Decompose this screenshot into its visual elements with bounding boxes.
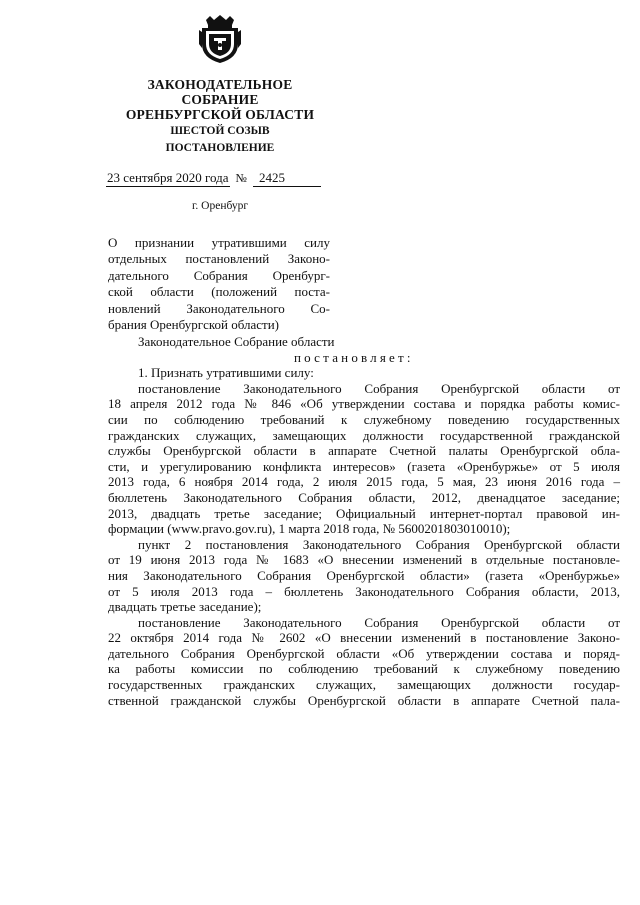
text-line: 2013, двадцать третье заседание; Официальный интернет-портал правовой ин- bbox=[108, 505, 620, 521]
item-1-heading: 1. Признать утратившими силу: bbox=[138, 365, 314, 381]
paragraph-2 bbox=[108, 537, 620, 615]
decree-word: постановляет: bbox=[294, 349, 414, 365]
document-number: 2425 bbox=[253, 170, 321, 187]
text-line: дательного Собрания Оренбургской области «Об утверждении состава и поряд- bbox=[108, 645, 620, 661]
text-line: 22 октября 2014 года № 2602 «О внесении изменений в постановление Законо- bbox=[108, 630, 620, 646]
city-label: г. Оренбург bbox=[192, 200, 249, 212]
text-line: службы Оренбургской области в аппарате Счетной палаты Оренбургской обла- bbox=[108, 443, 620, 459]
title-line: брания Оренбургской области) bbox=[108, 317, 280, 333]
title-line: отдельных постановлений Законо- bbox=[108, 251, 330, 267]
title-line: О признании утратившими силу bbox=[108, 235, 330, 250]
org-name-line1: ЗАКОНОДАТЕЛЬНОЕ bbox=[147, 77, 293, 92]
text-line: формации (www.pravo.gov.ru), 1 марта 2018 года, № 5600201803010010); bbox=[108, 521, 511, 537]
org-name-line2: СОБРАНИЕ bbox=[181, 92, 259, 107]
text-line: гражданских служащих, замещающих должности государственной гражданской bbox=[108, 427, 620, 443]
text-line: от 19 июня 2013 года № 1683 «О внесении изменений в отдельные постановле- bbox=[108, 552, 620, 568]
title-line: ской области (положений поста- bbox=[108, 284, 330, 300]
document-date: 23 сентября 2020 года bbox=[107, 170, 229, 185]
text-line: постановление Законодательного Собрания Оренбургской области от bbox=[138, 380, 620, 396]
paragraph-3 bbox=[108, 615, 620, 709]
document-type-label: ПОСТАНОВЛЕНИЕ bbox=[165, 142, 275, 154]
text-line: ка работы комиссии по соблюдению требований к служебному поведению bbox=[108, 661, 620, 677]
title-line: новлений Законодательного Со- bbox=[108, 300, 330, 316]
convocation-label: ШЕСТОЙ СОЗЫВ bbox=[170, 125, 270, 137]
number-label: № bbox=[235, 171, 247, 185]
text-line: двадцать третье заседание); bbox=[108, 599, 262, 615]
text-line: 18 апреля 2012 года № 846 «Об утверждении состава и порядка работы комис- bbox=[108, 396, 620, 412]
intro-paragraph: Законодательное Собрание области bbox=[138, 334, 335, 349]
text-line: ственной гражданской службы Оренбургской области в аппарате Счетной пала- bbox=[108, 692, 620, 708]
document-title bbox=[108, 235, 330, 333]
text-line: ния Законодательного Собрания Оренбургской области» (газета «Оренбуржье» bbox=[108, 567, 620, 583]
paragraph-1 bbox=[108, 381, 620, 537]
text-line: бюллетень Законодательного Собрания области, 2012, двенадцатое заседание; bbox=[108, 489, 620, 505]
org-name-line3: ОРЕНБУРГСКОЙ ОБЛАСТИ bbox=[125, 107, 315, 122]
text-line: от 5 июля 2013 года – бюллетень Законодательного Собрания области, 2013, bbox=[108, 583, 620, 599]
coat-of-arms-emblem bbox=[198, 14, 242, 64]
text-line: сии по соблюдению требований к служебному поведению государственных bbox=[108, 411, 620, 427]
date-number-line bbox=[106, 170, 321, 187]
text-line: сти, и урегулированию конфликта интересов» (газета «Оренбуржье» от 5 июля bbox=[108, 458, 620, 474]
document-body bbox=[108, 334, 620, 708]
text-line: постановление Законодательного Собрания Оренбургской области от bbox=[138, 614, 620, 630]
title-line: дательного Собрания Оренбург- bbox=[108, 267, 330, 283]
text-line: государственных гражданских служащих, замещающих должности государ- bbox=[108, 677, 620, 693]
text-line: пункт 2 постановления Законодательного Собрания Оренбургской области bbox=[138, 536, 620, 552]
text-line: 2013 года, 6 ноября 2014 года, 2 июля 2015 года, 5 мая, 23 июня 2016 года – bbox=[108, 474, 620, 490]
